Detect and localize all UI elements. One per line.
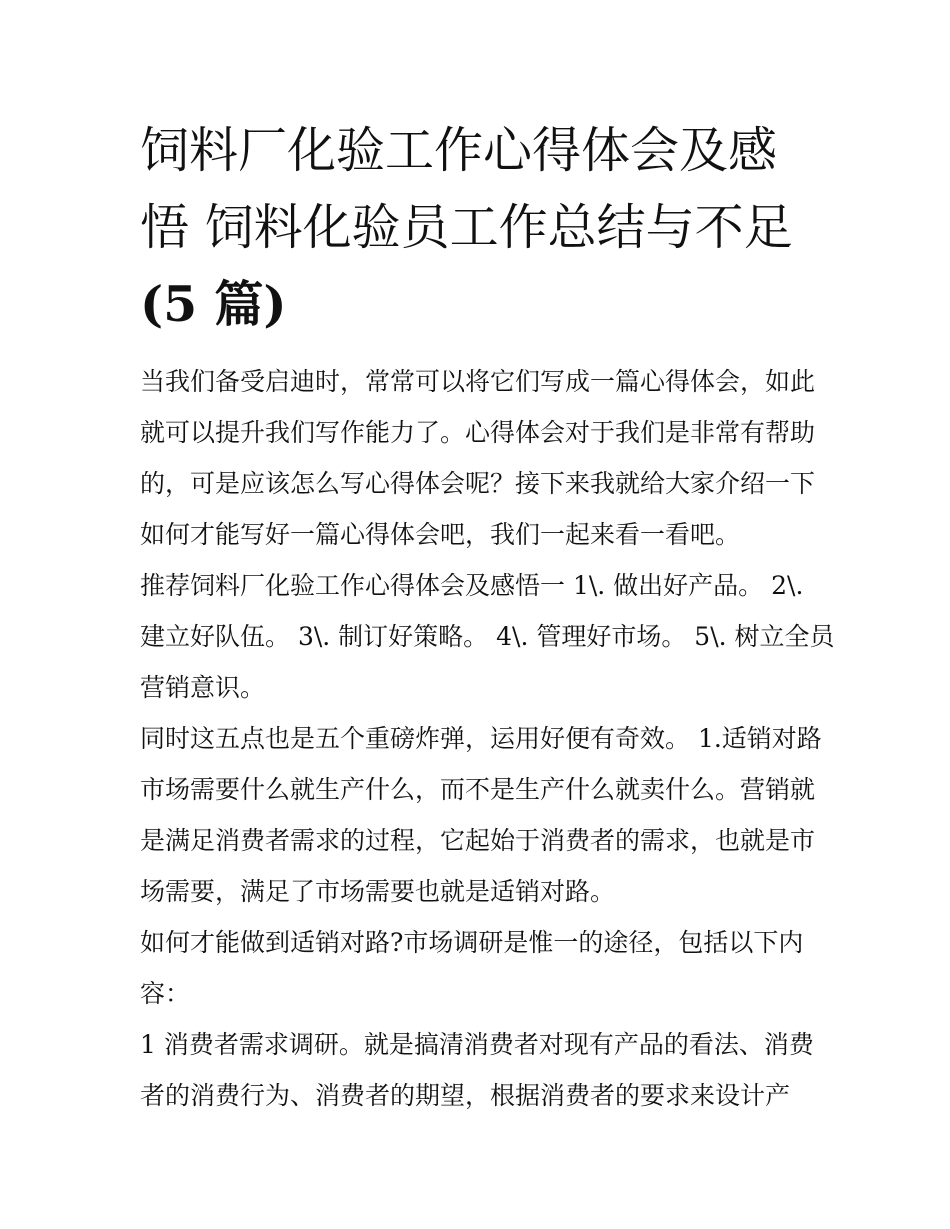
body-line: 营销意识。 <box>140 673 266 702</box>
body-line: 市场需要什么就生产什么，而不是生产什么就卖什么。营销就 <box>140 775 816 804</box>
title-line: 饲料厂化验工作心得体会及感 <box>140 122 778 179</box>
document-title <box>140 112 820 343</box>
body-line: 当我们备受启迪时，常常可以将它们写成一篇心得体会，如此 <box>140 367 816 396</box>
body-line: 如何才能做到适销对路?市场调研是惟一的途径，包括以下内 <box>140 928 804 957</box>
body-line: 是满足消费者需求的过程，它起始于消费者的需求，也就是市 <box>140 826 816 855</box>
body-line: 如何才能写好一篇心得体会吧，我们一起来看一看吧。 <box>140 520 741 549</box>
body-line: 就可以提升我们写作能力了。心得体会对于我们是非常有帮助 <box>140 418 816 447</box>
body-line: 的，可是应该怎么写心得体会呢？接下来我就给大家介绍一下 <box>140 469 816 498</box>
body-line: 推荐饲料厂化验工作心得体会及感悟一 1\. 做出好产品。 2\. <box>140 571 804 600</box>
body-line: 容： <box>140 979 191 1008</box>
document-body <box>140 356 835 1121</box>
title-line: 悟 饲料化验员工作总结与不足 <box>140 199 793 256</box>
body-line: 1 消费者需求调研。就是搞清消费者对现有产品的看法、消费 <box>140 1030 814 1059</box>
body-line: 建立好队伍。 3\. 制订好策略。 4\. 管理好市场。 5\. 树立全员 <box>140 622 835 651</box>
title-line: (5 篇) <box>140 275 287 333</box>
body-line: 同时这五点也是五个重磅炸弹，运用好便有奇效。 1.适销对路 <box>140 724 822 753</box>
body-line: 场需要，满足了市场需要也就是适销对路。 <box>140 877 616 906</box>
body-line: 者的消费行为、消费者的期望，根据消费者的要求来设计产 <box>140 1081 791 1110</box>
